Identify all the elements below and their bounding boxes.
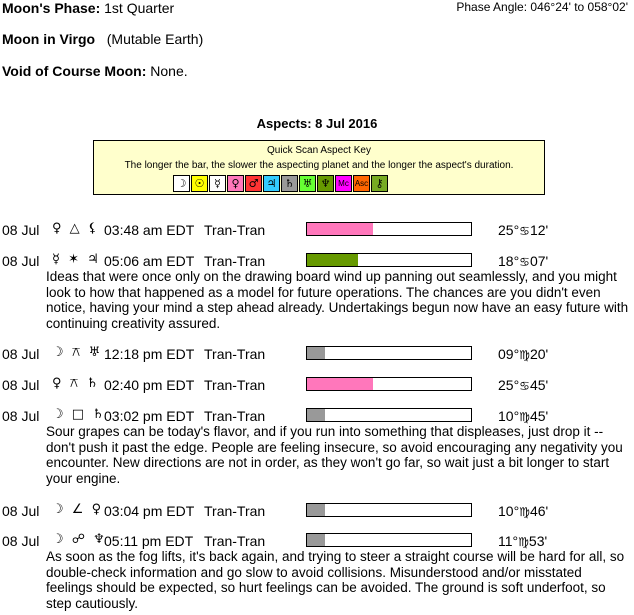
aspect-degree [498,377,548,393]
aspect-time: 12:18 pm EDT [104,346,195,362]
aspect-glyphs: ♀ ⚻ ♄ [52,376,101,391]
aspect-degree-minutes: 45' [529,408,549,424]
phase-angle: Phase Angle: 046°24' to 058°02' [456,0,628,14]
aspect-type: Tran-Tran [204,503,266,519]
uranus-key-icon: ♅ [299,175,316,192]
aspect-date: 08 Jul [2,253,40,269]
aspect-degree-minutes: 45' [529,377,549,393]
aspect-type: Tran-Tran [204,222,266,238]
aspect-glyphs: ☿ ✶ ♃ [52,252,101,267]
aspect-degree-value: 10° [498,503,520,519]
aspect-key-title: Quick Scan Aspect Key [267,145,371,156]
aspect-duration-fill [307,254,358,266]
zodiac-sign-icon: ♋ [519,224,530,238]
sun-key-icon: ☉ [191,175,208,192]
mars-key-icon: ♂ [245,175,262,192]
neptune-key-icon: ♆ [317,175,334,192]
aspect-row [0,377,634,395]
venus-key-icon: ♀ [227,175,244,192]
aspect-glyphs: ☽ ∠ ♀ [52,502,104,517]
aspect-glyphs: ☽ ⚻ ♅ [52,345,103,360]
aspect-degree-minutes: 46' [529,503,549,519]
aspect-time: 05:06 am EDT [104,253,195,269]
aspect-date: 08 Jul [2,408,40,424]
aspect-type: Tran-Tran [204,408,266,424]
aspect-interpretation: As soon as the fog lifts, it's back again, and trying to steer a straight course will be hard for all, so double-check information and go slow to avoid collisions. Misunderstood and/or misstated feelings should be expected, so hurt feelings can be avoided. The ground is soft underfoot, so step cautiously. [46,549,625,611]
aspect-duration-fill [307,504,325,516]
aspect-row [0,503,634,521]
void-label: Void of Course Moon: [2,63,147,79]
aspect-glyphs: ☽ ☍ ♆ [52,532,107,547]
zodiac-sign-icon: ♍ [519,348,530,362]
aspect-duration-bar [306,253,472,267]
aspect-row [0,222,634,240]
zodiac-sign-icon: ♍ [519,505,530,519]
moon-phase [2,0,174,16]
ascendant-key-icon: Asc [353,175,370,192]
aspect-degree [498,253,548,269]
aspect-degree [498,346,548,362]
aspect-key-description: The longer the bar, the slower the aspecting planet and the longer the aspect's duration. [124,160,514,171]
aspect-degree [498,222,548,238]
aspect-degree-value: 25° [498,222,520,238]
aspect-interpretation: Sour grapes can be today's flavor, and if you run into something that displeases, just drop it -- don't push it past the edge. People are feeling insecure, so avoid encouraging any negativity you encounter. New directions are not in order, as they won't go far, so wait just a bit longer to start your engine. [46,424,623,486]
aspect-duration-fill [307,534,325,546]
aspect-type: Tran-Tran [204,377,266,393]
aspect-degree-value: 18° [498,253,520,269]
aspect-glyphs: ☽ □ ♄ [52,407,106,422]
aspect-degree [498,408,548,424]
jupiter-key-icon: ♃ [263,175,280,192]
aspect-duration-bar [306,503,472,517]
aspect-degree-value: 10° [498,408,520,424]
aspect-date: 08 Jul [2,222,40,238]
mercury-key-icon: ☿ [209,175,226,192]
aspect-degree-value: 25° [498,377,520,393]
aspect-duration-bar [306,377,472,391]
aspect-duration-bar [306,222,472,236]
moon-in-sign [2,31,203,47]
aspect-duration-bar [306,408,472,422]
moon-in-value: (Mutable Earth) [106,31,204,47]
aspect-degree-value: 11° [498,533,519,549]
aspect-duration-fill [307,409,325,421]
aspect-date: 08 Jul [2,377,40,393]
aspect-degree-minutes: 53' [528,533,548,549]
aspect-degree-value: 09° [498,346,520,362]
zodiac-sign-icon: ♍ [518,535,529,549]
aspect-glyphs: ♀ △ ⚸ [52,221,100,236]
moon-phase-label: Moon's Phase: [2,0,101,16]
aspect-degree-minutes: 20' [529,346,549,362]
aspect-type: Tran-Tran [204,346,266,362]
aspect-interpretation: Ideas that were once only on the drawing board wind up panning out seamlessly, and you might look to how that happened as a model for future operations. The chances are you didn't even notice, having your mind a step ahead already. Undertakings begun now have an easy future with continuing creativity assured. [46,269,629,331]
aspect-time: 03:04 pm EDT [104,503,195,519]
aspect-date: 08 Jul [2,346,40,362]
saturn-key-icon: ♄ [281,175,298,192]
zodiac-sign-icon: ♋ [519,255,530,269]
aspect-degree-minutes: 07' [529,253,549,269]
moon-in-label: Moon in Virgo [2,31,96,47]
chiron-key-icon: ⚷ [371,175,388,192]
aspect-date: 08 Jul [2,533,40,549]
aspects-title: Aspects: 8 Jul 2016 [256,116,378,131]
aspect-type: Tran-Tran [204,533,266,549]
aspect-duration-fill [307,378,373,390]
aspect-row [0,346,634,364]
aspect-time: 05:11 pm EDT [104,533,194,549]
moon-phase-value: 1st Quarter [104,0,175,16]
zodiac-sign-icon: ♍ [519,410,530,424]
aspect-degree [498,503,548,519]
aspect-key-box [93,140,545,195]
midheaven-key-icon: Mc [335,175,352,192]
aspect-time: 03:48 am EDT [104,222,195,238]
void-value: None. [150,63,188,79]
aspect-date: 08 Jul [2,503,40,519]
aspect-degree-minutes: 12' [529,222,549,238]
aspect-duration-bar [306,346,472,360]
aspect-time: 02:40 pm EDT [104,377,195,393]
aspect-degree [498,533,547,549]
aspect-type: Tran-Tran [204,253,266,269]
aspect-key-icons [173,175,389,192]
moon-key-icon: ☽ [173,175,190,192]
aspect-time: 03:02 pm EDT [104,408,195,424]
void-of-course [2,63,188,79]
aspect-duration-fill [307,223,373,235]
aspect-duration-bar [306,533,472,547]
zodiac-sign-icon: ♋ [519,379,530,393]
aspect-duration-fill [307,347,325,359]
